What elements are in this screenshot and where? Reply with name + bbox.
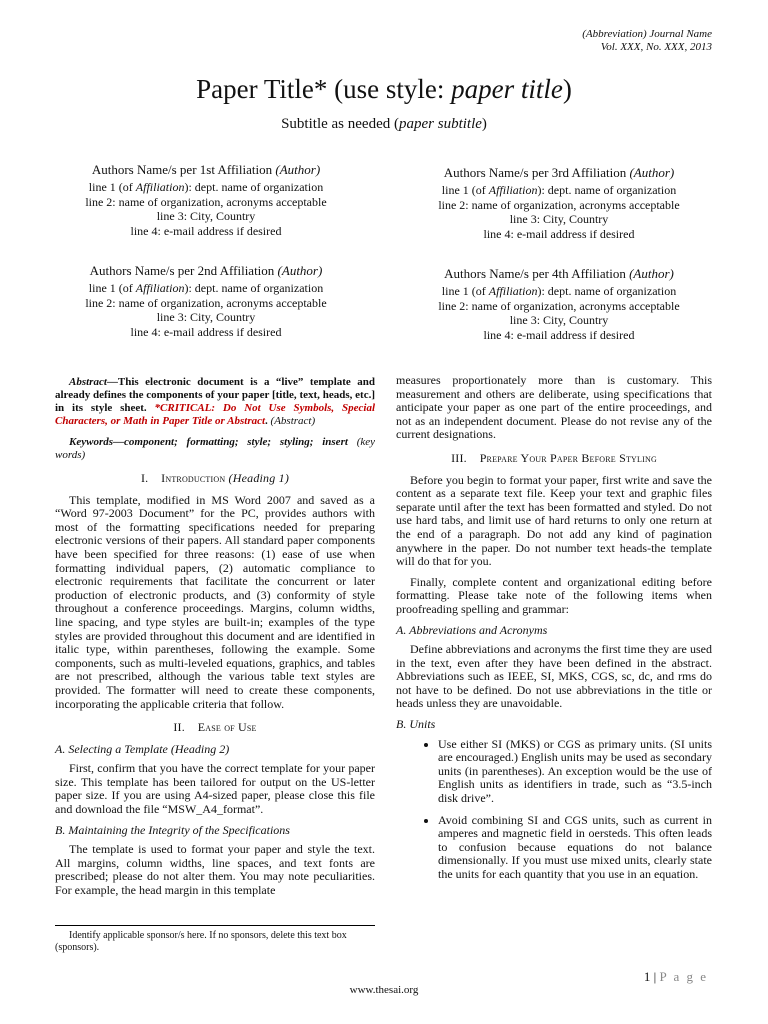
abstract-critical: *CRITICAL: Do Not Use Symbols, Special Characters, or Math in Paper Title or Abstract [55, 402, 375, 427]
author-line-1: line 1 (of Affiliation): dept. name of organization [441, 284, 677, 298]
heading-prepare-paper: III. Prepare Your Paper Before Styling [451, 450, 657, 465]
paper-subtitle [0, 116, 768, 133]
author-line-3: line 3: City, Country [156, 209, 256, 223]
author-line-3: line 3: City, Country [156, 310, 256, 324]
heading-selecting-template: A. Selecting a Template (Heading 2) [55, 741, 230, 756]
author-block-2 [41, 263, 371, 339]
heading-units: B. Units [396, 717, 436, 732]
author-block-4 [394, 266, 724, 342]
units-list [396, 738, 712, 882]
author-line-4: line 4: e-mail address if desired [483, 327, 635, 342]
author-line-1: line 1 (of Affiliation): dept. name of organization [441, 183, 677, 197]
journal-volume: Vol. XXX, No. XXX, 2013 [600, 41, 712, 53]
author-line-1: line 1 (of Affiliation): dept. name of organization [88, 180, 324, 194]
right-column [396, 374, 712, 890]
journal-name: (Abbreviation) Journal Name [582, 28, 712, 40]
abstract: Abstract—This electronic document is a “live” template and already defines the components of your paper [title, text, heads, etc.] in its style sheet. *CRITICAL: Do Not Use Symbols, Special Characters, or Math in Paper Title or Abstract. (Abstract) [55, 376, 375, 427]
author-line-2: line 2: name of organization, acronyms acceptable [85, 295, 327, 310]
title-close: ) [562, 74, 572, 104]
author-name: Authors Name/s per 4th Affiliation (Author) [444, 266, 674, 281]
author-line-4: line 4: e-mail address if desired [483, 226, 635, 241]
page-number: 1 | P a g e [643, 969, 708, 984]
heading-maintaining-integrity: B. Maintaining the Integrity of the Specifications [55, 822, 290, 837]
author-name: Authors Name/s per 1st Affiliation (Author) [91, 162, 321, 177]
title-text: Paper Title* (use style: [196, 74, 452, 104]
keywords-style: (key words) [55, 436, 375, 461]
abbreviations-paragraph: Define abbreviations and acronyms the first time they are used in the text, even after they have been defined in the abstract. Abbreviations such as IEEE, SI, MKS, CGS, sc, dc, and rms do not have to be defined. Do not use abbreviations in the title or heads unless they are unavoidable. [396, 642, 712, 711]
subtitle-close: ) [481, 116, 487, 132]
keywords-text: Keywords—component; formatting; style; styling; insert [69, 436, 357, 448]
abstract-text: —This electronic document is a “live” template and already defines the components of your paper [title, text, heads, etc.] in its style sheet. [55, 376, 375, 414]
footer-url: www.thesai.org [349, 984, 419, 996]
maintaining-integrity-paragraph: The template is used to format your paper and style the text. All margins, column widths, line spaces, and text fonts are prescribed; please do not alter them. You may note peculiarities. For example, the head margin in this template [55, 842, 375, 898]
list-item: • Avoid combining SI and CGS units, such as current in amperes and magnetic field in oersteds. This often leads to confusion because equations do not balance dimensionally. If you must use mixed units, clearly state the units for each quantity that you use in an equation. [438, 814, 712, 882]
prepare-paragraph-1: Before you begin to format your paper, first write and save the content as a separate text file. Keep your text and graphic files separate until after the text has been formatted and styled. Do not use hard tabs, and limit use of hard returns to only one return at the end of a paragraph. Do not add any kind of pagination anywhere in the paper. Do not number text heads-the template will do that for you. [396, 472, 712, 569]
author-line-4: line 4: e-mail address if desired [130, 324, 282, 339]
heading-ease-of-use: II. Ease of Use [173, 720, 257, 735]
keywords [55, 436, 375, 462]
measures-paragraph: measures proportionately more than is customary. This measurement and others are deliberate, using specifications that anticipate your paper as one part of the entire proceedings, and not as an independent document. Please do not revise any of the current designations. [396, 373, 712, 442]
footnote-rule [55, 925, 375, 926]
title-style: paper title [451, 74, 563, 104]
abstract-lead: Abstract [69, 376, 107, 388]
heading-abbreviations: A. Abbreviations and Acronyms [396, 622, 548, 637]
abstract-style: (Abstract) [270, 415, 316, 427]
author-name: Authors Name/s per 3rd Affiliation (Author) [443, 165, 675, 180]
author-name: Authors Name/s per 2nd Affiliation (Author) [89, 263, 323, 278]
footnote: Identify applicable sponsor/s here. If no sponsors, delete this text box (sponsors). [55, 930, 347, 953]
intro-paragraph: This template, modified in MS Word 2007 and saved as a “Word 97-2003 Document” for the PC, provides authors with most of the formatting specifications needed for preparing electronic versions of their papers. All standard paper components have been specified for three reasons: (1) ease of use when formatting individual papers, (2) automatic compliance to electronic requirements that facilitate the concurrent or later production of electronic products, and (3) conformity of style throughout a conference proceedings. Margins, column widths, line spacing, and type styles are built-in; examples of the type styles are provided throughout this document and are identified in italic type, within parentheses, following the example. Some components, such as multi-leveled equations, graphics, and tables are not prescribed, although the various table text styles are provided. The formatter will need to create these components, incorporating the applicable criteria that follow. [55, 492, 375, 711]
left-column [55, 376, 375, 905]
list-item: • Use either SI (MKS) or CGS as primary units. (SI units are encouraged.) English units may be used as secondary units (in parentheses). An exception would be the use of English units as identifiers in trade, such as “3.5-inch disk drive”. [438, 738, 712, 806]
author-block-1 [41, 162, 371, 238]
author-line-3: line 3: City, Country [509, 212, 609, 226]
author-block-3 [394, 165, 724, 241]
author-line-2: line 2: name of organization, acronyms acceptable [85, 194, 327, 209]
author-line-1: line 1 (of Affiliation): dept. name of organization [88, 281, 324, 295]
heading-introduction: I. Introduction (Heading 1) [140, 471, 290, 485]
author-line-2: line 2: name of organization, acronyms acceptable [438, 298, 680, 313]
paper-title [0, 74, 768, 105]
prepare-paragraph-2: Finally, complete content and organizational editing before formatting. Please take note of the following items when proofreading spelling and grammar: [396, 574, 712, 616]
subtitle-text: Subtitle as needed ( [281, 116, 399, 132]
selecting-template-paragraph: First, confirm that you have the correct template for your paper size. This template has been tailored for output on the US-letter paper size. If you are using A4-sized paper, please close this file and download the file “MSW_A4_format”. [55, 761, 375, 817]
subtitle-style: paper subtitle [398, 116, 482, 132]
author-line-2: line 2: name of organization, acronyms acceptable [438, 197, 680, 212]
author-line-3: line 3: City, Country [509, 313, 609, 327]
author-line-4: line 4: e-mail address if desired [130, 223, 282, 238]
journal-header [582, 28, 712, 54]
